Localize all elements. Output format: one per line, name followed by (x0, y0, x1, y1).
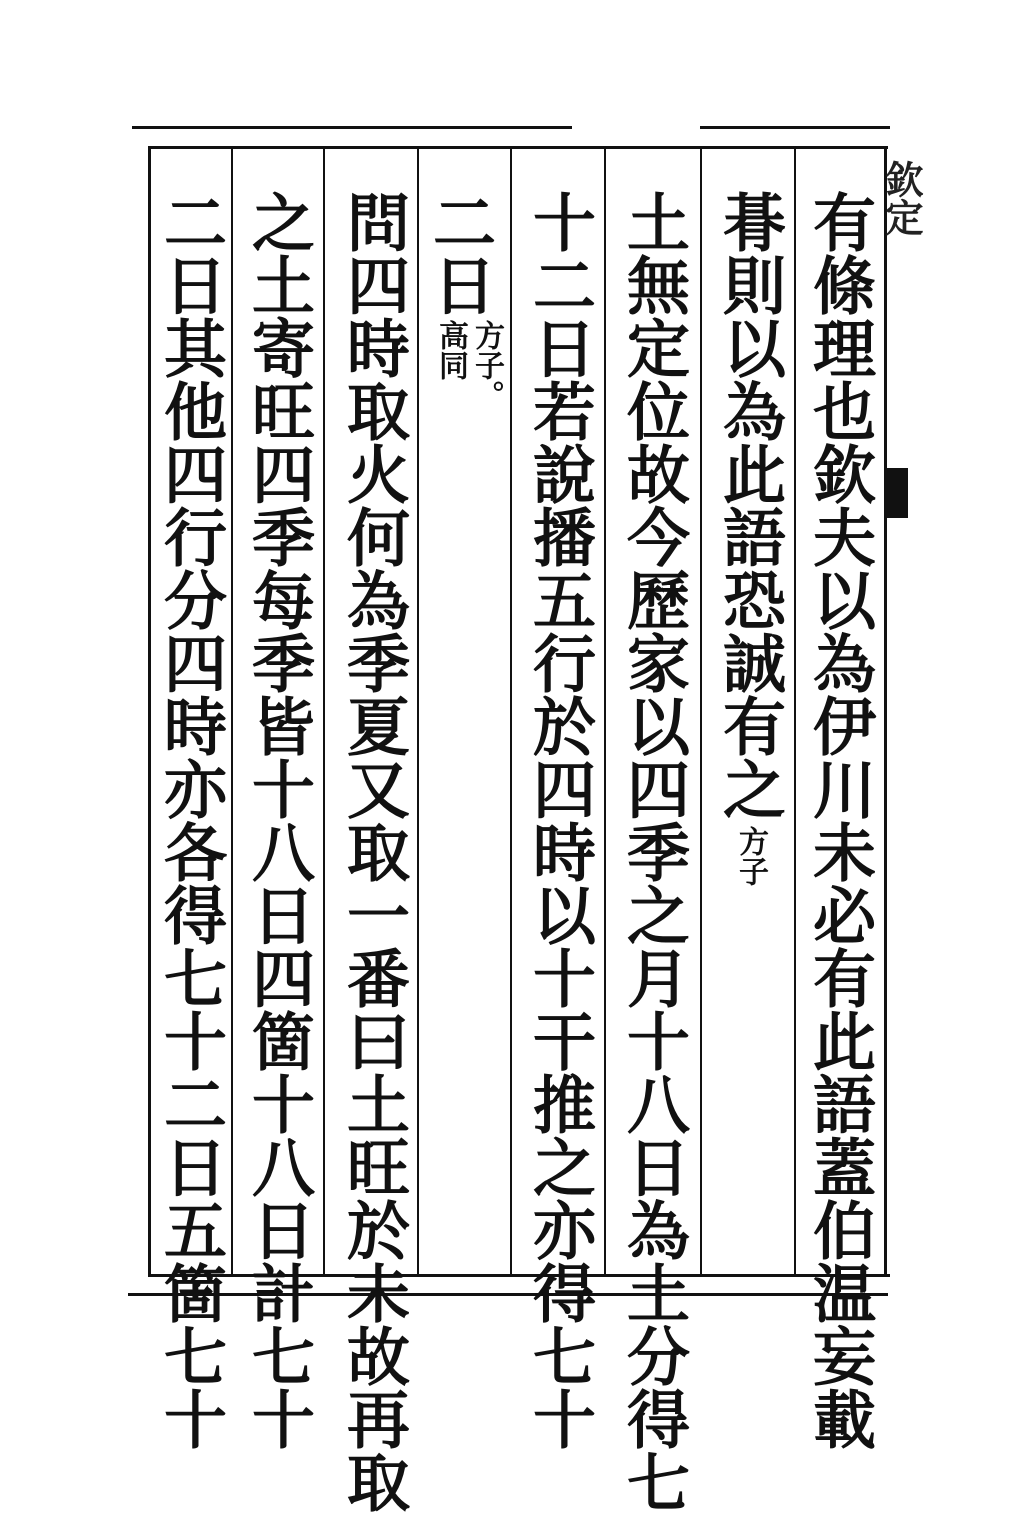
column-divider (231, 148, 233, 1276)
text-column-2 (712, 190, 788, 886)
column-text: 朞則以為此語恐誠有之 (713, 190, 787, 820)
column-divider (323, 148, 325, 1276)
column-divider (510, 148, 512, 1276)
text-column-8 (153, 190, 229, 1450)
annotation-line: 方子 (733, 826, 768, 886)
left-border (148, 146, 151, 1276)
column-text: 土無定位故今歷家以四季之月十八日為土分得七 (617, 190, 691, 1513)
fishtail-mark (886, 468, 908, 518)
annotation (732, 826, 768, 886)
text-column-5 (423, 190, 504, 410)
edge-fragment-text: 欽定 (879, 160, 924, 236)
annotation-line: 高同 (433, 320, 468, 380)
annotation-line: 方子。 (469, 320, 504, 410)
top-rule-inner (148, 146, 888, 149)
column-divider (604, 148, 606, 1276)
column-divider (700, 148, 702, 1276)
annotation (432, 320, 504, 410)
column-divider (417, 148, 419, 1276)
column-text: 十二日若說播五行於四時以十干推之亦得七十 (523, 190, 597, 1450)
text-column-3 (616, 190, 692, 1513)
text-column-4 (522, 190, 598, 1450)
column-text: 之土寄旺四季每季皆十八日四箇十八日計七十 (242, 190, 316, 1450)
top-rule-outer (132, 126, 572, 129)
column-text: 有條理也欽夫以為伊川未必有此語蓋伯温妄載 (803, 190, 877, 1450)
text-column-7 (241, 190, 317, 1450)
column-text: 二日 (423, 190, 497, 316)
text-column-1 (802, 190, 878, 1450)
top-rule-outer-right (700, 126, 890, 129)
column-divider (794, 148, 796, 1276)
column-text: 問四時取火何為季夏又取一番曰土旺於未故再取 (337, 190, 411, 1513)
column-text: 二日其他四行分四時亦各得七十二日五箇七十 (154, 190, 228, 1450)
text-column-6 (336, 190, 412, 1513)
